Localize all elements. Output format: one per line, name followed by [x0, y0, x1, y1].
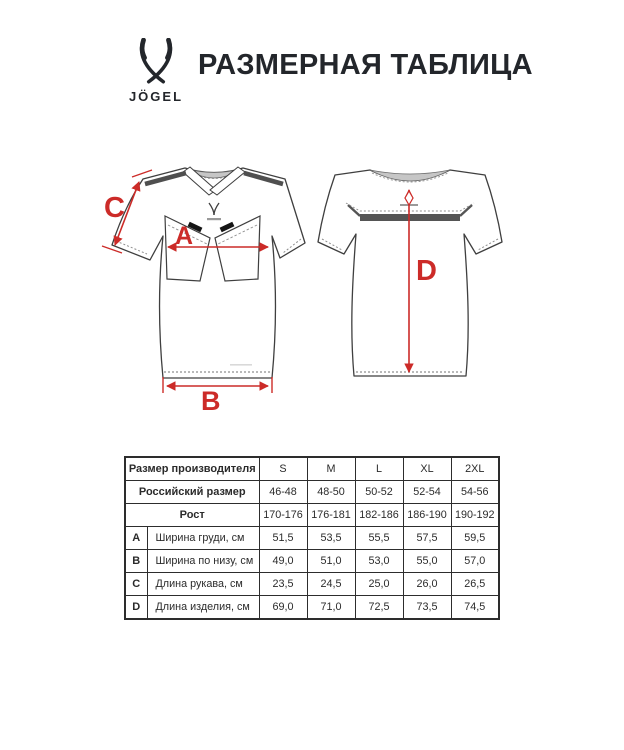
cell: 26,0 [403, 573, 451, 596]
cell: 55,0 [403, 550, 451, 573]
cell: 69,0 [259, 596, 307, 620]
measure-c-tick-top [132, 170, 152, 177]
cell: M [307, 457, 355, 481]
cell: 55,5 [355, 527, 403, 550]
cell: 50-52 [355, 481, 403, 504]
row-height [125, 504, 499, 527]
shirt-front-view [112, 167, 305, 378]
cell: 186-190 [403, 504, 451, 527]
row-label: Ширина груди, см [147, 527, 259, 550]
cell: 182-186 [355, 504, 403, 527]
cell: 72,5 [355, 596, 403, 620]
row-measure-d [125, 596, 499, 620]
cell: L [355, 457, 403, 481]
cell: 59,5 [451, 527, 499, 550]
row-manufacturer-size [125, 457, 499, 481]
cell: 170-176 [259, 504, 307, 527]
measure-c-label: C [104, 192, 125, 224]
row-label: Рост [125, 504, 259, 527]
row-measure-c [125, 573, 499, 596]
cell: 73,5 [403, 596, 451, 620]
cell: XL [403, 457, 451, 481]
jogel-horns-icon [137, 38, 175, 88]
row-key: B [125, 550, 147, 573]
row-label: Длина рукава, см [147, 573, 259, 596]
row-key: A [125, 527, 147, 550]
cell: 48-50 [307, 481, 355, 504]
cell: 2XL [451, 457, 499, 481]
row-label: Российский размер [125, 481, 259, 504]
cell: 57,0 [451, 550, 499, 573]
cell: S [259, 457, 307, 481]
cell: 23,5 [259, 573, 307, 596]
cell: 51,5 [259, 527, 307, 550]
row-measure-a [125, 527, 499, 550]
brand-logo [116, 38, 196, 104]
front-watermark [230, 364, 252, 366]
row-measure-b [125, 550, 499, 573]
row-key: D [125, 596, 147, 620]
cell: 25,0 [355, 573, 403, 596]
page-title: РАЗМЕРНАЯ ТАБЛИЦА [198, 49, 533, 81]
measure-d-label: D [416, 255, 437, 287]
size-diagram [88, 146, 528, 426]
row-label: Размер производителя [125, 457, 259, 481]
brand-wordmark: JÖGEL [128, 89, 184, 104]
row-russian-size [125, 481, 499, 504]
cell: 53,5 [307, 527, 355, 550]
cell: 46-48 [259, 481, 307, 504]
measure-b-label: B [201, 386, 221, 416]
cell: 176-181 [307, 504, 355, 527]
row-label: Длина изделия, см [147, 596, 259, 620]
cell: 190-192 [451, 504, 499, 527]
size-table [124, 456, 500, 620]
row-label: Ширина по низу, см [147, 550, 259, 573]
cell: 51,0 [307, 550, 355, 573]
cell: 24,5 [307, 573, 355, 596]
cell: 52-54 [403, 481, 451, 504]
cell: 54-56 [451, 481, 499, 504]
cell: 26,5 [451, 573, 499, 596]
front-silhouette [112, 168, 305, 378]
back-yoke-stripe [360, 214, 460, 221]
row-key: C [125, 573, 147, 596]
cell: 53,0 [355, 550, 403, 573]
cell: 71,0 [307, 596, 355, 620]
cell: 74,5 [451, 596, 499, 620]
cell: 49,0 [259, 550, 307, 573]
cell: 57,5 [403, 527, 451, 550]
measure-a-label: A [175, 222, 194, 250]
